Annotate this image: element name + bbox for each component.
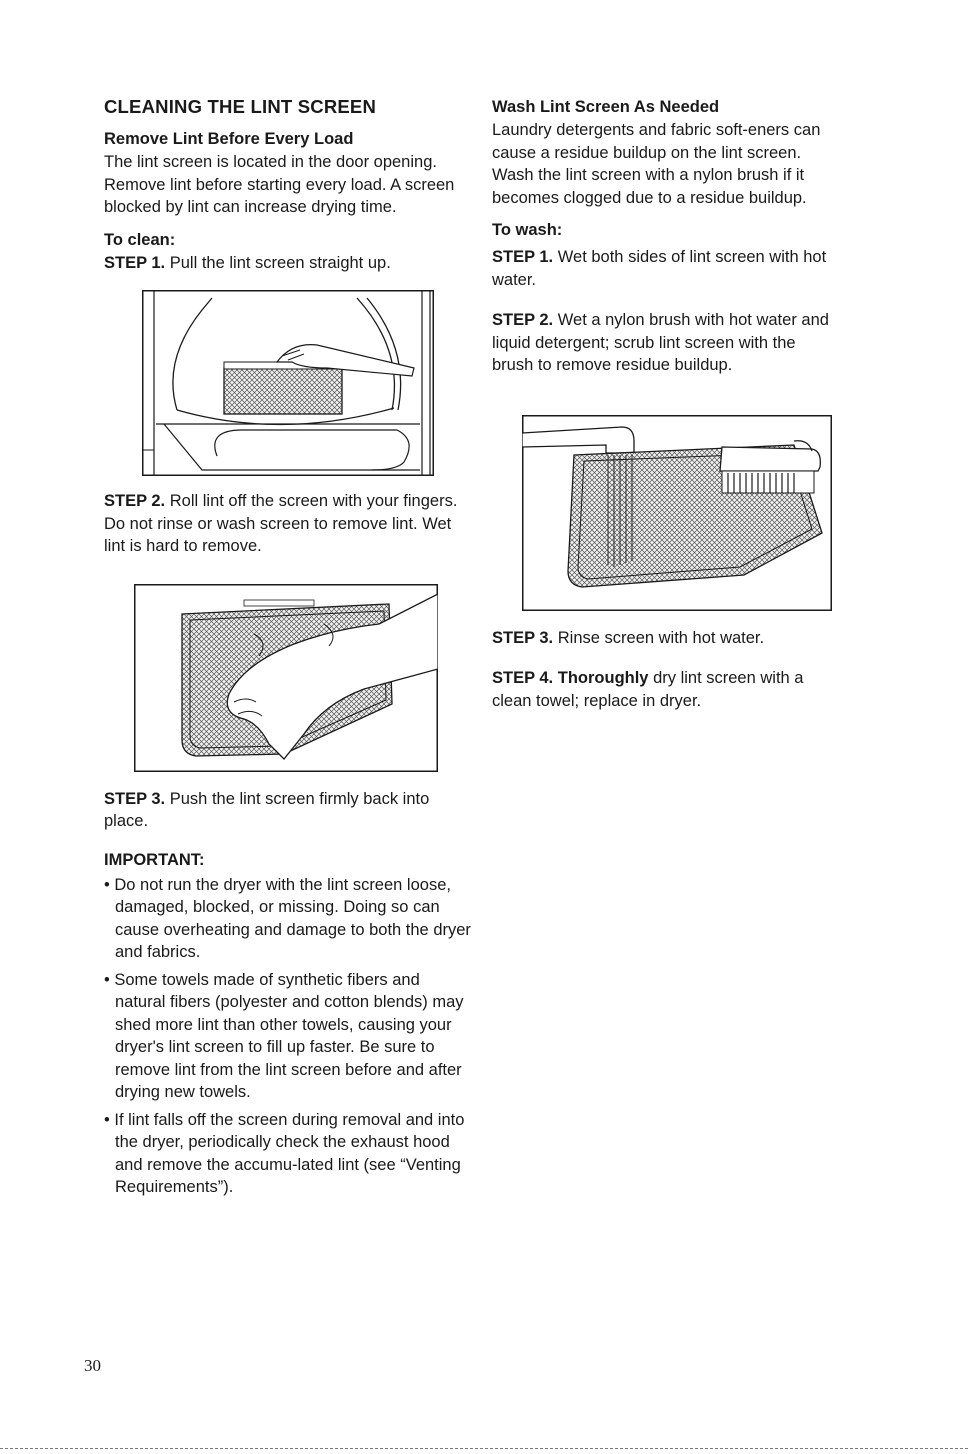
wash-step-1-text: Wet both sides of lint screen with hot water. [492,248,827,289]
list-item: • If lint falls off the screen during removal and into the dryer, periodically check the exhaust hood and remove the accumu-lated lint (see “Venting Requirements”). [104,1110,465,1196]
left-column [104,96,474,1204]
wash-step-2 [492,309,837,377]
figure-wash-with-brush [522,415,832,611]
clean-step-2 [104,490,474,558]
wash-step-1 [492,246,837,291]
to-clean-heading: To clean: [104,230,176,249]
important-heading: IMPORTANT: [104,850,205,869]
page-number: 30 [84,1356,101,1375]
clean-step-3-text: Push the lint screen firmly back into place. [104,789,430,830]
wash-step-3-text: Rinse screen with hot water. [557,628,765,647]
figure-pull-lint-screen [142,290,434,476]
wash-step-4-bold: Thoroughly [557,669,649,687]
wash-text: Laundry detergents and fabric soft-eners can cause a residue buildup on the lint screen. Wash the lint screen with a nylon brush if it becomes clogged due to a residue buildup. [492,121,821,207]
wash-step-2-label: STEP 2. [492,311,554,329]
section-title: CLEANING THE LINT SCREEN [104,96,377,117]
wash-heading: Wash Lint Screen As Needed [492,98,720,116]
list-item: • Some towels made of synthetic fibers and natural fibers (polyester and cotton blends) may shed more lint than other towels, causing your dryer's lint screen to fill up faster. Be sure to remove lint from the lint screen before and after drying new towels. [104,970,464,1101]
to-wash-heading: To wash: [492,221,563,239]
clean-step-1 [104,252,474,275]
clean-step-2-label: STEP 2. [104,492,166,510]
wash-step-3-label: STEP 3. [492,628,554,647]
figure-roll-lint-off [134,584,438,772]
wash-step-4 [492,667,837,712]
important-list [104,874,474,1199]
wash-step-4-text: dry lint screen with a clean towel; replace in dryer. [492,669,804,710]
clean-step-3-label: STEP 3. [104,789,166,808]
wash-step-4-label: STEP 4. [492,669,554,687]
clean-step-3 [104,788,474,833]
wash-step-1-label: STEP 1. [492,248,554,266]
wash-step-3 [492,627,837,650]
right-column [492,96,837,712]
list-item: • Do not run the dryer with the lint screen loose, damaged, blocked, or missing. Doing so can cause overheating and damage to both the dryer and fabrics. [104,875,471,961]
remove-lint-text: The lint screen is located in the door opening. Remove lint before starting every load. A screen blocked by lint can increase drying time. [104,153,455,216]
remove-lint-heading: Remove Lint Before Every Load [104,130,354,148]
wash-step-2-text: Wet a nylon brush with hot water and liquid detergent; scrub lint screen with the brush to remove residue buildup. [492,311,829,374]
clean-step-1-text: Pull the lint screen straight up. [169,253,391,272]
clean-step-2-text: Roll lint off the screen with your fingers. Do not rinse or wash screen to remove lint. Wet lint is hard to remove. [104,492,458,555]
clean-step-1-label: STEP 1. [104,253,166,272]
page-bottom-rule [0,1448,968,1449]
